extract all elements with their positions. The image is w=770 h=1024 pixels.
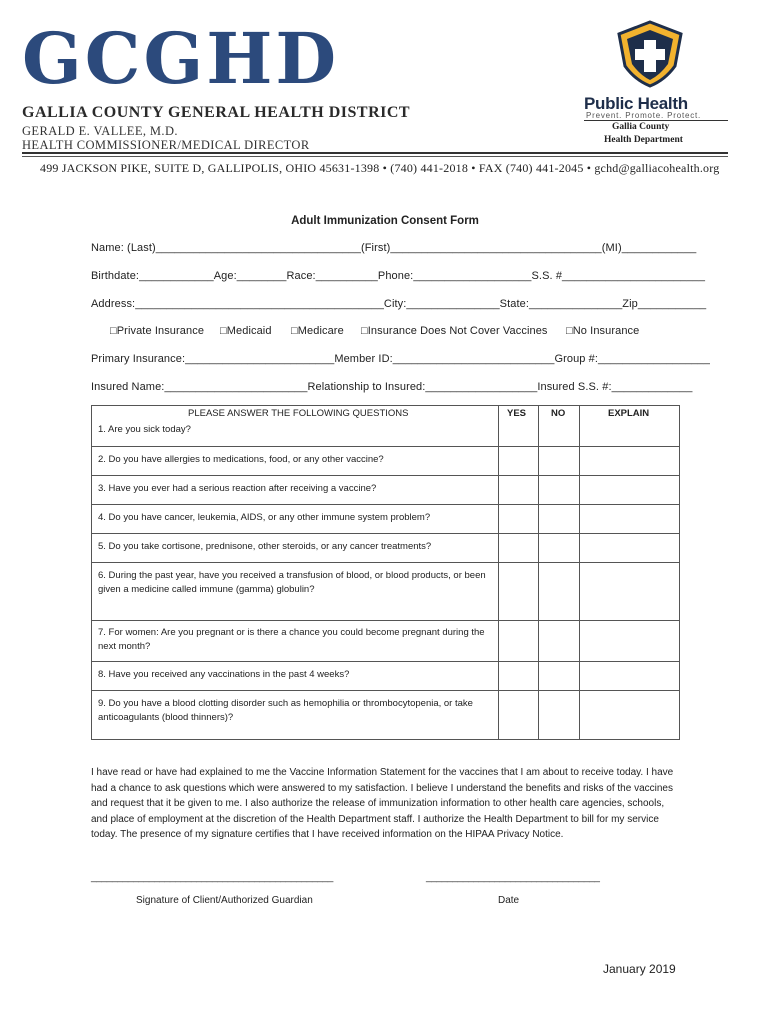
revision-date: January 2019 xyxy=(603,962,676,976)
public-health-county: Gallia County xyxy=(612,122,670,132)
public-health-department: Health Department xyxy=(604,135,683,145)
row-divider xyxy=(92,475,680,476)
no-header: NO xyxy=(551,408,566,419)
form-title: Adult Immunization Consent Form xyxy=(291,215,479,227)
date-label: Date xyxy=(498,895,520,906)
checkbox-no-insurance[interactable]: □No Insurance xyxy=(566,325,640,337)
question-1: 1. Are you sick today? xyxy=(98,424,191,435)
row-divider xyxy=(92,562,680,563)
question-3: 3. Have you ever had a serious reaction after receiving a vaccine? xyxy=(98,483,377,494)
question-9: 9. Do you have a blood clotting disorder such as hemophilia or thrombocytopenia, or take anticoagulants (blood thinners)? xyxy=(98,698,473,723)
questions-table xyxy=(91,405,680,740)
row-divider xyxy=(92,533,680,534)
checkbox-medicaid[interactable]: □Medicaid xyxy=(220,325,272,337)
question-7: 7. For women: Are you pregnant or is there a chance you could become pregnant during the next month? xyxy=(98,627,485,652)
district-name: GALLIA COUNTY GENERAL HEALTH DISTRICT xyxy=(22,104,411,121)
checkbox-not-covered[interactable]: □Insurance Does Not Cover Vaccines xyxy=(361,325,548,337)
yes-header: YES xyxy=(507,408,527,419)
public-health-rule xyxy=(584,120,728,121)
director-title: HEALTH COMMISSIONER/MEDICAL DIRECTOR xyxy=(22,138,310,152)
primary-insurance-field[interactable]: Primary Insurance:________________________Member ID:__________________________Group #:__________________ xyxy=(91,353,710,365)
gcghd-logo: GCGHD xyxy=(22,17,340,100)
row-divider xyxy=(92,690,680,691)
explain-header: EXPLAIN xyxy=(608,408,650,419)
question-4: 4. Do you have cancer, leukemia, AIDS, or any other immune system problem? xyxy=(98,512,431,523)
checkbox-private-insurance[interactable]: □Private Insurance xyxy=(110,325,205,337)
director-name: GERALD E. VALLEE, M.D. xyxy=(22,124,178,138)
row-divider xyxy=(92,446,680,447)
insured-name-field[interactable]: Insured Name:_______________________Relationship to Insured:__________________Insured S.S. #:_____________ xyxy=(91,381,693,393)
questions-header: PLEASE ANSWER THE FOLLOWING QUESTIONS xyxy=(188,408,409,419)
letterhead-rule-thin xyxy=(22,156,728,157)
public-health-wordmark: Public Health xyxy=(584,94,688,113)
row-divider xyxy=(92,620,680,621)
birthdate-field[interactable]: Birthdate:____________Age:________Race:__________Phone:___________________S.S. #_______________________ xyxy=(91,270,706,282)
question-8: 8. Have you received any vaccinations in the past 4 weeks? xyxy=(98,669,350,680)
signature-line[interactable]: ______________________________________________ xyxy=(91,872,334,883)
row-divider xyxy=(92,661,680,662)
contact-line: 499 JACKSON PIKE, SUITE D, GALLIPOLIS, OHIO 45631-1398 • (740) 441-2018 • FAX (740) 441-2045 • gchd@galliacohealth.org xyxy=(40,161,720,175)
date-line[interactable]: _________________________________ xyxy=(426,872,600,883)
question-5: 5. Do you take cortisone, prednisone, other steroids, or any cancer treatments? xyxy=(98,541,432,552)
public-health-shield-icon xyxy=(615,20,685,88)
question-2: 2. Do you have allergies to medications, food, or any other vaccine? xyxy=(98,454,384,465)
signature-label: Signature of Client/Authorized Guardian xyxy=(136,895,313,906)
question-6: 6. During the past year, have you received a transfusion of blood, or blood products, or been given a medicine called immune (gamma) globulin? xyxy=(98,570,486,595)
letterhead-rule xyxy=(22,152,728,154)
checkbox-medicare[interactable]: □Medicare xyxy=(291,325,344,337)
consent-statement: I have read or have had explained to me the Vaccine Information Statement for the vaccines that I am about to receive today. I have had a chance to ask questions which were answered to my satisfaction. I believe I understand the benefits and risks of the vaccines and request that it be given to me. I also authorize the release of immunization information to other health care agencies, schools, and place of employment at the discretion of the Health Department staff. I authorize the Health Department to bill for my service today. The presence of my signature certifies that I have received information on the HIPAA Privacy Notice. xyxy=(91,767,674,840)
name-field[interactable]: Name: (Last)_________________________________(First)__________________________________(MI)____________ xyxy=(91,242,697,254)
address-field[interactable]: Address:________________________________________City:_______________State:_______________Zip___________ xyxy=(91,298,707,310)
row-divider xyxy=(92,504,680,505)
public-health-tagline: Prevent. Promote. Protect. xyxy=(586,111,702,120)
